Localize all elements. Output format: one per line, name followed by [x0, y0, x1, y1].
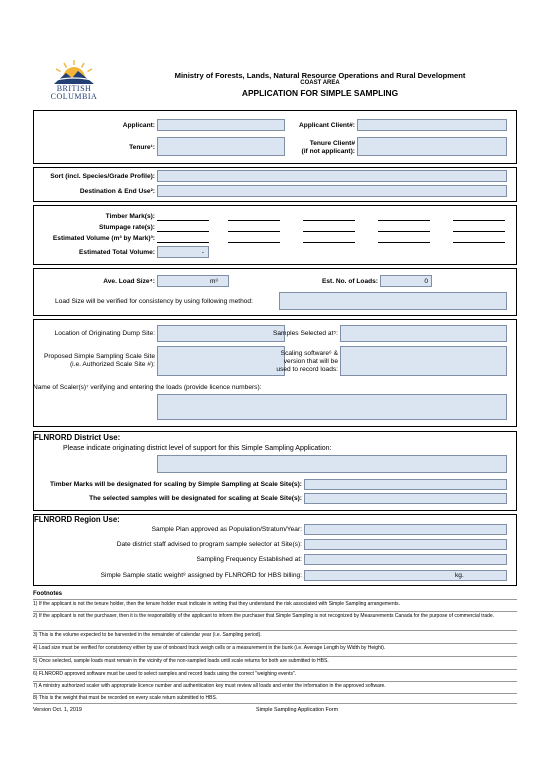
- region-heading: FLNRORD Region Use:: [34, 515, 120, 524]
- timber-marks-label: Timber Mark(s):: [105, 213, 155, 220]
- est-loads-field[interactable]: [380, 275, 432, 287]
- samples-selected-field[interactable]: [340, 325, 507, 342]
- footnote-item: 7) A ministry authorized scaler with appropriate licence number and authentication key must review all loads and enter the information in the approved software.: [33, 683, 386, 689]
- sun-mountain-icon: [46, 58, 102, 84]
- footnote-divider: [33, 669, 517, 670]
- tenure-client-label-2: (if not applicant):: [301, 148, 355, 155]
- bc-logo: [46, 58, 102, 104]
- footnote-divider: [33, 643, 517, 644]
- stumpage-label: Stumpage rate(s):: [98, 224, 155, 231]
- frequency-label: Sampling Frequency Established at:: [196, 556, 302, 563]
- timber-cell[interactable]: [303, 222, 355, 232]
- load-verify-label: Load Size will be verified for consistency by using following method:: [55, 298, 253, 305]
- software-label-2: version that will be: [283, 358, 338, 365]
- static-weight-label: Simple Sample static weight⁸ assigned by FLNRORD for HBS billing:: [100, 572, 302, 579]
- total-volume-label: Estimated Total Volume:: [79, 249, 155, 256]
- tenure-label: Tenure¹:: [129, 144, 155, 151]
- footnote-divider: [33, 656, 517, 657]
- district-samples-label: The selected samples will be designated for scaling at Scale Site(s):: [89, 495, 302, 502]
- software-label: Scaling software⁶ &: [280, 350, 338, 357]
- footnote-divider: [33, 703, 517, 704]
- static-weight-field[interactable]: [304, 570, 507, 581]
- district-samples-field[interactable]: [304, 493, 507, 504]
- footnote-item: 3) This is the volume expected to be harvested in the remainder of calendar year (i.e. Sampling period).: [33, 632, 262, 638]
- program-date-field[interactable]: [304, 539, 507, 550]
- footnote-item: 6) FLNRORD approved software must be used to select samples and record loads using the correct "weighing events".: [33, 671, 297, 677]
- footnote-divider: [33, 630, 517, 631]
- footnote-item: 2) If the applicant is not the purchaser, then it is the responsibility of the applicant to inform the purchaser that Simple Sampling is not recognized by Measurements Canada for the purpose of commercial trade.: [33, 613, 495, 619]
- samples-selected-label: Samples Selected at⁵:: [272, 330, 338, 337]
- footnote-divider: [33, 611, 517, 612]
- sample-plan-label: Sample Plan approved as Population/Stratum/Year:: [151, 526, 302, 533]
- sample-plan-field[interactable]: [304, 524, 507, 535]
- timber-cell[interactable]: [303, 233, 355, 243]
- timber-cell[interactable]: [228, 222, 280, 232]
- sort-label: Sort (incl. Species/Grade Profile):: [50, 173, 155, 180]
- volume-label: Estimated Volume (m³ by Mark)³:: [52, 235, 155, 242]
- logo-text-columbia: COLUMBIA: [50, 92, 98, 101]
- applicant-client-field[interactable]: [357, 119, 507, 131]
- total-volume-field[interactable]: [157, 246, 209, 258]
- dump-site-field[interactable]: [157, 325, 285, 342]
- tenure-client-field[interactable]: [357, 137, 507, 156]
- timber-cell[interactable]: [228, 211, 280, 221]
- ministry-name: Ministry of Forests, Lands, Natural Resource Operations and Rural Development: [174, 71, 466, 80]
- applicant-client-label: Applicant Client#:: [298, 122, 355, 129]
- timber-cell[interactable]: [453, 211, 505, 221]
- load-verify-field[interactable]: [279, 292, 507, 310]
- footnotes-heading: Footnotes: [33, 591, 62, 597]
- area-label: COAST AREA: [300, 80, 340, 86]
- footer-form-name: Simple Sampling Application Form: [256, 707, 339, 713]
- footnote-item: 1) If the applicant is not the tenure holder, then the tenure holder must indicate in writing that they understand the risk associated with Simple Sampling arrangements.: [33, 601, 400, 607]
- timber-cell[interactable]: [303, 211, 355, 221]
- software-field[interactable]: [340, 346, 507, 376]
- est-loads-value: 0: [424, 278, 428, 285]
- applicant-label: Applicant:: [122, 122, 155, 129]
- district-support-field[interactable]: [157, 455, 507, 473]
- load-size-field[interactable]: [157, 275, 229, 287]
- total-volume-value: -: [201, 249, 204, 256]
- proposed-site-label: Proposed Simple Sampling Scale Site: [43, 353, 155, 360]
- destination-label: Destination & End Use²:: [79, 188, 155, 195]
- timber-cell[interactable]: [157, 233, 209, 243]
- tenure-client-label: Tenure Client#: [309, 140, 355, 147]
- footnote-item: 8) This is the weight that must be recorded on every scale return submitted to HBS.: [33, 695, 218, 701]
- footer-version: Version Oct. 1, 2019: [33, 707, 82, 713]
- scaler-field[interactable]: [157, 394, 507, 420]
- footnote-item: 5) Once selected, sample loads must remain in the vicinity of the non-sampled loads until scale returns for both are submitted to HBS.: [33, 658, 329, 664]
- load-size-unit: m³: [210, 278, 218, 285]
- est-loads-label: Est. No. of Loads:: [321, 278, 378, 285]
- footnote-divider: [33, 693, 517, 694]
- footnote-divider: [33, 599, 517, 600]
- software-label-3: used to record loads:: [276, 366, 338, 373]
- frequency-field[interactable]: [304, 554, 507, 565]
- timber-cell[interactable]: [157, 222, 209, 232]
- district-support-label: Please indicate originating district level of support for this Simple Sampling Application:: [63, 445, 332, 452]
- program-date-label: Date district staff advised to program sample selector at Site(s):: [116, 541, 302, 548]
- timber-cell[interactable]: [378, 233, 430, 243]
- proposed-site-field[interactable]: [157, 346, 285, 376]
- timber-cell[interactable]: [228, 233, 280, 243]
- district-marks-label: Timber Marks will be designated for scaling by Simple Sampling at Scale Site(s):: [50, 481, 302, 488]
- sort-field[interactable]: [157, 170, 507, 182]
- applicant-field[interactable]: [157, 119, 285, 131]
- logo-text-british: BRITISH: [56, 84, 92, 93]
- timber-cell[interactable]: [378, 222, 430, 232]
- timber-cell[interactable]: [157, 211, 209, 221]
- static-weight-unit: kg.: [455, 572, 464, 579]
- dump-site-label: Location of Originating Dump Site:: [54, 330, 155, 337]
- tenure-field[interactable]: [157, 137, 285, 156]
- form-title: APPLICATION FOR SIMPLE SAMPLING: [241, 88, 399, 98]
- footnote-divider: [33, 681, 517, 682]
- scaler-label: Name of Scaler(s)⁷ verifying and entering the loads (provide licence numbers):: [33, 384, 262, 391]
- proposed-site-label-2: (i.e. Authorized Scale Site #):: [69, 361, 155, 368]
- timber-cell[interactable]: [378, 211, 430, 221]
- timber-cell[interactable]: [453, 222, 505, 232]
- destination-field[interactable]: [157, 185, 507, 197]
- district-marks-field[interactable]: [304, 479, 507, 490]
- timber-cell[interactable]: [453, 233, 505, 243]
- district-heading: FLNRORD District Use:: [34, 433, 121, 442]
- load-size-label: Ave. Load Size⁴:: [103, 278, 155, 285]
- footnote-item: 4) Load size must be verified for consistency either by use of onboard truck weigh cells or a measurement in the bunk (i.e. Average Length by Width by Height).: [33, 645, 386, 651]
